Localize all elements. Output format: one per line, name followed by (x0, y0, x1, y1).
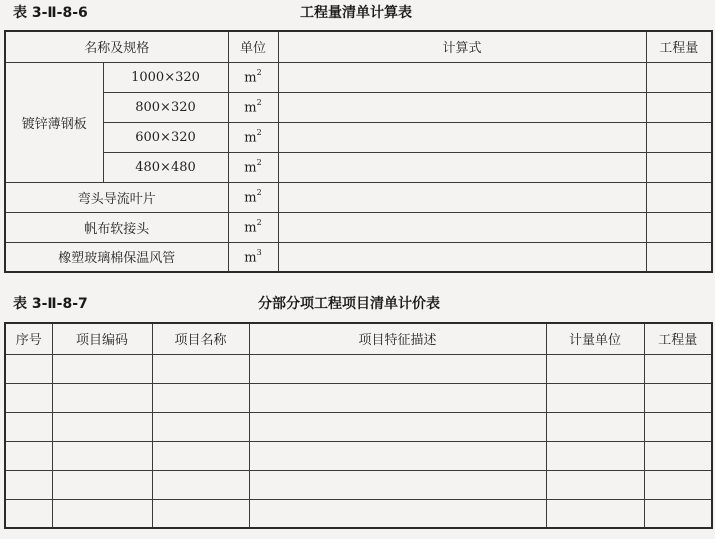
header-quantity: 工程量 (646, 31, 712, 62)
unit-cell[interactable] (546, 354, 644, 383)
features-cell[interactable] (249, 499, 546, 528)
formula-cell[interactable] (278, 182, 646, 212)
features-cell[interactable] (249, 412, 546, 441)
spec-cell: 1000×320 (103, 62, 228, 92)
table1-title: 工程量清单计算表 (300, 5, 412, 21)
table-row (5, 441, 712, 470)
quantity-cell[interactable] (646, 212, 712, 242)
formula-cell[interactable] (278, 152, 646, 182)
code-cell[interactable] (52, 383, 152, 412)
table2-label: 表 3-Ⅱ-8-7 (13, 296, 88, 312)
table-row (5, 412, 712, 441)
quantity-cell[interactable] (644, 441, 712, 470)
item-name-cell: 橡塑玻璃棉保温风管 (5, 242, 228, 272)
seq-cell[interactable] (5, 383, 52, 412)
quantity-cell[interactable] (644, 499, 712, 528)
unit-cell: $m^3$ (228, 242, 278, 272)
features-cell[interactable] (249, 441, 546, 470)
table-row (5, 242, 712, 272)
item-name-cell[interactable] (152, 470, 249, 499)
quantity-cell[interactable] (646, 92, 712, 122)
table-row (5, 383, 712, 412)
spec-cell: 800×320 (103, 92, 228, 122)
quantity-cell[interactable] (646, 62, 712, 92)
unit-cell[interactable] (546, 499, 644, 528)
unit-cell[interactable] (546, 470, 644, 499)
quantity-calculation-table (4, 30, 713, 273)
quantity-cell[interactable] (644, 470, 712, 499)
quantity-cell[interactable] (646, 182, 712, 212)
formula-cell[interactable] (278, 212, 646, 242)
quantity-cell[interactable] (646, 152, 712, 182)
item-name-cell[interactable] (152, 441, 249, 470)
seq-cell[interactable] (5, 499, 52, 528)
group-name-cell: 镀锌薄钢板 (5, 62, 103, 182)
seq-cell[interactable] (5, 470, 52, 499)
unit-cell: $m^2$ (228, 122, 278, 152)
table-row (5, 182, 712, 212)
seq-cell[interactable] (5, 354, 52, 383)
formula-cell[interactable] (278, 122, 646, 152)
features-cell[interactable] (249, 354, 546, 383)
table-row (5, 62, 712, 92)
unit-cell: $m^2$ (228, 182, 278, 212)
table2-title: 分部分项工程项目清单计价表 (258, 296, 440, 312)
unit-cell[interactable] (546, 441, 644, 470)
item-name-cell[interactable] (152, 499, 249, 528)
spec-cell: 600×320 (103, 122, 228, 152)
unit-cell[interactable] (546, 412, 644, 441)
formula-cell[interactable] (278, 62, 646, 92)
table-row (5, 122, 712, 152)
formula-cell[interactable] (278, 242, 646, 272)
unit-cell[interactable] (546, 383, 644, 412)
quantity-cell[interactable] (644, 383, 712, 412)
item-name-cell[interactable] (152, 354, 249, 383)
header-quantity: 工程量 (644, 323, 712, 354)
formula-cell[interactable] (278, 92, 646, 122)
item-name-cell[interactable] (152, 383, 249, 412)
seq-cell[interactable] (5, 441, 52, 470)
features-cell[interactable] (249, 470, 546, 499)
code-cell[interactable] (52, 499, 152, 528)
header-unit: 单位 (228, 31, 278, 62)
table-row (5, 92, 712, 122)
spec-cell: 480×480 (103, 152, 228, 182)
item-name-cell: 帆布软接头 (5, 212, 228, 242)
header-unit: 计量单位 (546, 323, 644, 354)
table-row (5, 470, 712, 499)
quantity-cell[interactable] (644, 412, 712, 441)
code-cell[interactable] (52, 470, 152, 499)
features-cell[interactable] (249, 383, 546, 412)
header-name-spec: 名称及规格 (5, 31, 228, 62)
code-cell[interactable] (52, 412, 152, 441)
code-cell[interactable] (52, 354, 152, 383)
table2-header-row (5, 323, 712, 354)
quantity-cell[interactable] (644, 354, 712, 383)
seq-cell[interactable] (5, 412, 52, 441)
code-cell[interactable] (52, 441, 152, 470)
item-name-cell[interactable] (152, 412, 249, 441)
unit-cell: $m^2$ (228, 62, 278, 92)
quantity-cell[interactable] (646, 122, 712, 152)
bill-of-quantities-pricing-table (4, 322, 713, 529)
table-row (5, 354, 712, 383)
unit-cell: $m^2$ (228, 212, 278, 242)
table1-header-row (5, 31, 712, 62)
unit-cell: $m^2$ (228, 92, 278, 122)
table-row (5, 499, 712, 528)
header-code: 项目编码 (52, 323, 152, 354)
table-row (5, 212, 712, 242)
header-features: 项目特征描述 (249, 323, 546, 354)
header-item-name: 项目名称 (152, 323, 249, 354)
table-row (5, 152, 712, 182)
header-formula: 计算式 (278, 31, 646, 62)
unit-cell: $m^2$ (228, 152, 278, 182)
header-seq: 序号 (5, 323, 52, 354)
item-name-cell: 弯头导流叶片 (5, 182, 228, 212)
quantity-cell[interactable] (646, 242, 712, 272)
table1-label: 表 3-Ⅱ-8-6 (13, 5, 88, 21)
